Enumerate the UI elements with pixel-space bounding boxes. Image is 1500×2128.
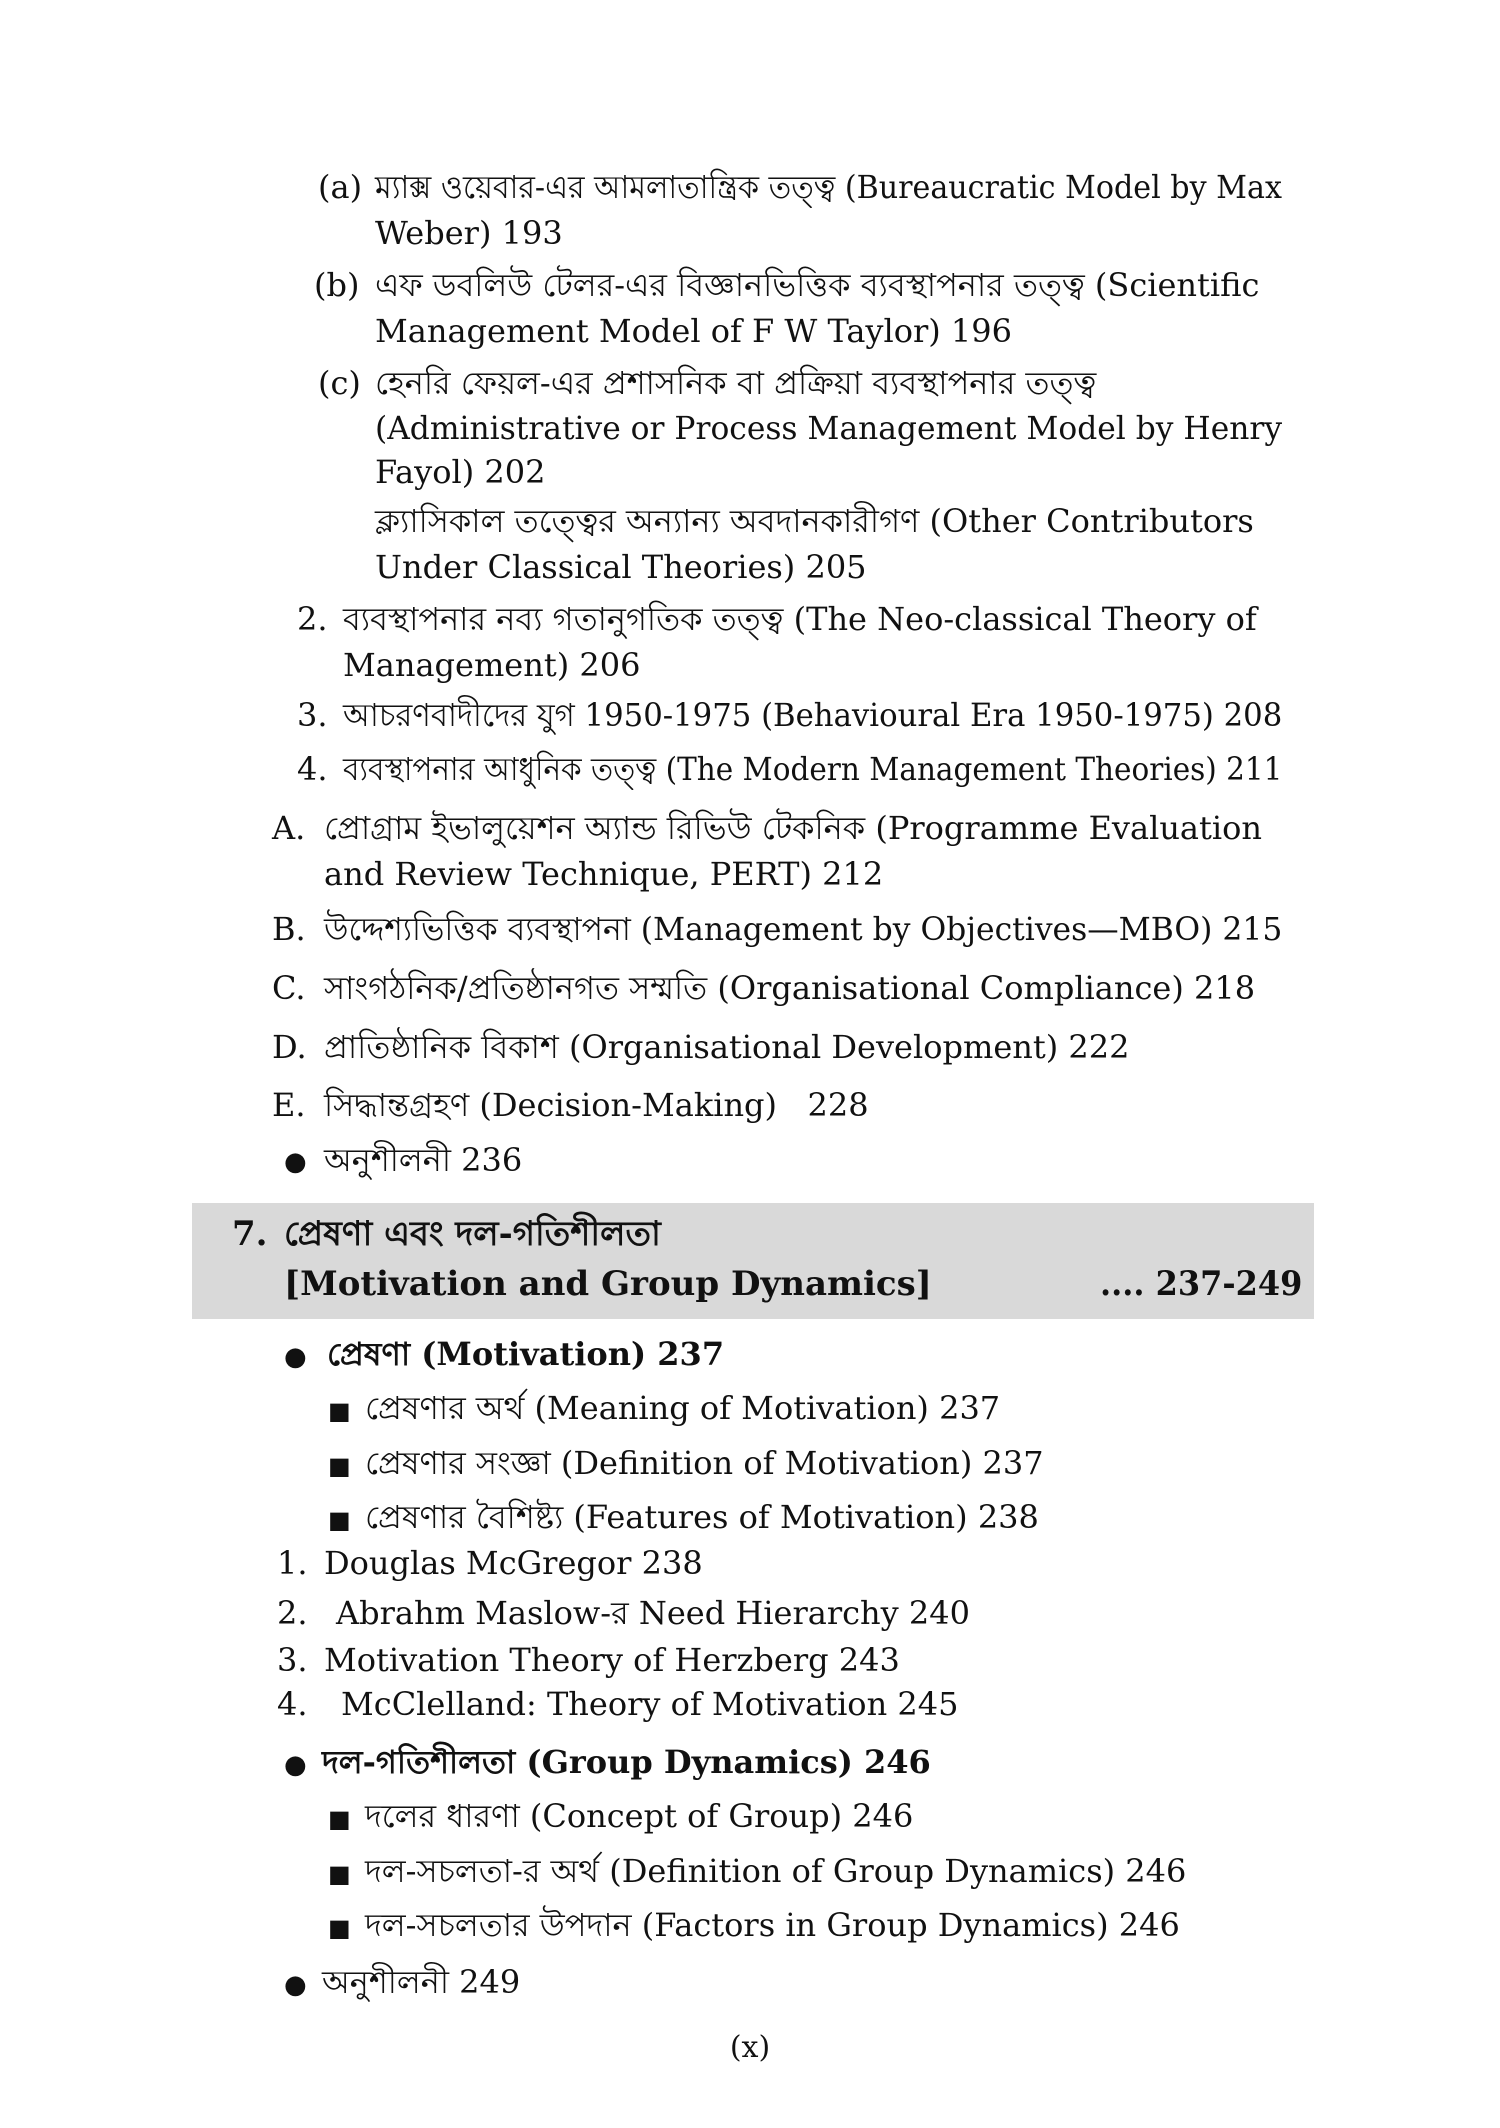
- numbered-marker: 4.: [277, 1685, 308, 1723]
- bullet-icon: ●: [284, 1342, 307, 1372]
- item-4-line1: ব্যবস্থাপনার আধুনিক তত্ত্ব (The Modern Management Theories) 211: [343, 750, 1283, 788]
- numbered-marker: 3.: [277, 1641, 308, 1679]
- item-E-marker: E.: [272, 1086, 306, 1124]
- square-bullet-icon: ■: [328, 1860, 351, 1888]
- numbered-item: Douglas McGregor 238: [324, 1544, 703, 1582]
- item-c-line2: (Administrative or Process Management Model by Henry: [375, 409, 1283, 447]
- item-C-marker: C.: [272, 969, 306, 1007]
- numbered-marker: 1.: [277, 1544, 308, 1582]
- group-dynamics-item: দলের ধারণা (Concept of Group) 246: [365, 1797, 914, 1835]
- group-dynamics-item: দল-সচলতার উপদান (Factors in Group Dynamics) 246: [365, 1906, 1180, 1944]
- numbered-item: Motivation Theory of Herzberg 243: [324, 1641, 900, 1679]
- item-d-line2: Under Classical Theories) 205: [375, 548, 867, 586]
- item-3-line1: আচরণবাদীদের যুগ 1950-1975 (Behavioural Era 1950-1975) 208: [343, 696, 1283, 734]
- numbered-item: McClelland: Theory of Motivation 245: [341, 1685, 959, 1723]
- item-2-line2: Management) 206: [343, 646, 641, 684]
- item-B-marker: B.: [272, 910, 306, 948]
- chapter-7-title-bn: প্রেষণা এবং দল-গতিশীলতা: [284, 1214, 661, 1254]
- bullet-icon: ●: [284, 1750, 307, 1780]
- square-bullet-icon: ■: [328, 1397, 351, 1425]
- item-c-marker: (c): [318, 364, 361, 402]
- square-bullet-icon: ■: [328, 1805, 351, 1833]
- item-b-line1: এফ ডবলিউ টেলর-এর বিজ্ঞানভিত্তিক ব্যবস্থাপনার তত্ত্ব (Scientific: [375, 266, 1260, 304]
- item-B-line1: উদ্দেশ্যভিত্তিক ব্যবস্থাপনা (Management by Objectives—MBO) 215: [324, 910, 1283, 948]
- motivation-item: প্রেষণার অর্থ (Meaning of Motivation) 237: [365, 1389, 1001, 1427]
- item-3-marker: 3.: [297, 696, 328, 734]
- numbered-item: Abrahm Maslow-র Need Hierarchy 240: [336, 1594, 970, 1632]
- item-D-marker: D.: [272, 1028, 307, 1066]
- group-dynamics-item: দল-সচলতা-র অর্থ (Definition of Group Dynamics) 246: [365, 1852, 1187, 1890]
- chapter-7-number: 7.: [232, 1214, 268, 1254]
- square-bullet-icon: ■: [328, 1452, 351, 1480]
- chapter-7-title-en: [Motivation and Group Dynamics]: [284, 1264, 932, 1304]
- item-A-marker: A.: [272, 809, 306, 847]
- item-a-line2: Weber) 193: [375, 214, 563, 252]
- exercise-236: অনুশীলনী 236: [324, 1141, 523, 1179]
- square-bullet-icon: ■: [328, 1914, 351, 1942]
- item-E-line1: সিদ্ধান্তগ্রহণ (Decision-Making) 228: [324, 1086, 869, 1124]
- item-A-line1: প্রোগ্রাম ইভালুয়েশন অ্যান্ড রিভিউ টেকনিক (Programme Evaluation: [324, 809, 1262, 847]
- bullet-icon: ●: [284, 1147, 307, 1177]
- group-dynamics-heading: দল-গতিশীলতা (Group Dynamics) 246: [322, 1743, 931, 1781]
- chapter-7-banner: [192, 1203, 1314, 1319]
- item-2-marker: 2.: [297, 600, 328, 638]
- square-bullet-icon: ■: [328, 1506, 351, 1534]
- item-4-marker: 4.: [297, 750, 328, 788]
- numbered-marker: 2.: [277, 1594, 308, 1632]
- item-a-marker: (a): [318, 168, 363, 206]
- item-b-marker: (b): [314, 266, 360, 304]
- bullet-icon: ●: [284, 1970, 307, 2000]
- motivation-item: প্রেষণার বৈশিষ্ট্য (Features of Motivation) 238: [365, 1498, 1039, 1536]
- item-c-line1: হেনরি ফেয়ল-এর প্রশাসনিক বা প্রক্রিয়া ব্যবস্থাপনার তত্ত্ব: [375, 364, 1097, 402]
- motivation-item: প্রেষণার সংজ্ঞা (Definition of Motivation) 237: [365, 1444, 1044, 1482]
- item-d-line1: ক্ল্যাসিকাল তত্ত্বের অন্যান্য অবদানকারীগণ (Other Contributors: [375, 502, 1254, 540]
- motivation-heading: প্রেষণা (Motivation) 237: [327, 1335, 725, 1373]
- item-C-line1: সাংগঠনিক/প্রতিষ্ঠানগত সম্মতি (Organisational Compliance) 218: [324, 969, 1256, 1007]
- item-A-line2: and Review Technique, PERT) 212: [324, 855, 884, 893]
- item-c-line3: Fayol) 202: [375, 453, 546, 491]
- item-b-line2: Management Model of F W Taylor) 196: [375, 312, 1012, 350]
- page-number: (x): [729, 2030, 771, 2065]
- item-2-line1: ব্যবস্থাপনার নব্য গতানুগতিক তত্ত্ব (The Neo-classical Theory of: [343, 600, 1257, 638]
- exercise-249: অনুশীলনী 249: [322, 1963, 521, 2001]
- item-D-line1: প্রাতিষ্ঠানিক বিকাশ (Organisational Development) 222: [324, 1028, 1130, 1066]
- item-a-line1: ম্যাক্স ওয়েবার-এর আমলাতান্ত্রিক তত্ত্ব (Bureaucratic Model by Max: [375, 168, 1282, 206]
- chapter-7-pages: .... 237-249: [1100, 1264, 1303, 1304]
